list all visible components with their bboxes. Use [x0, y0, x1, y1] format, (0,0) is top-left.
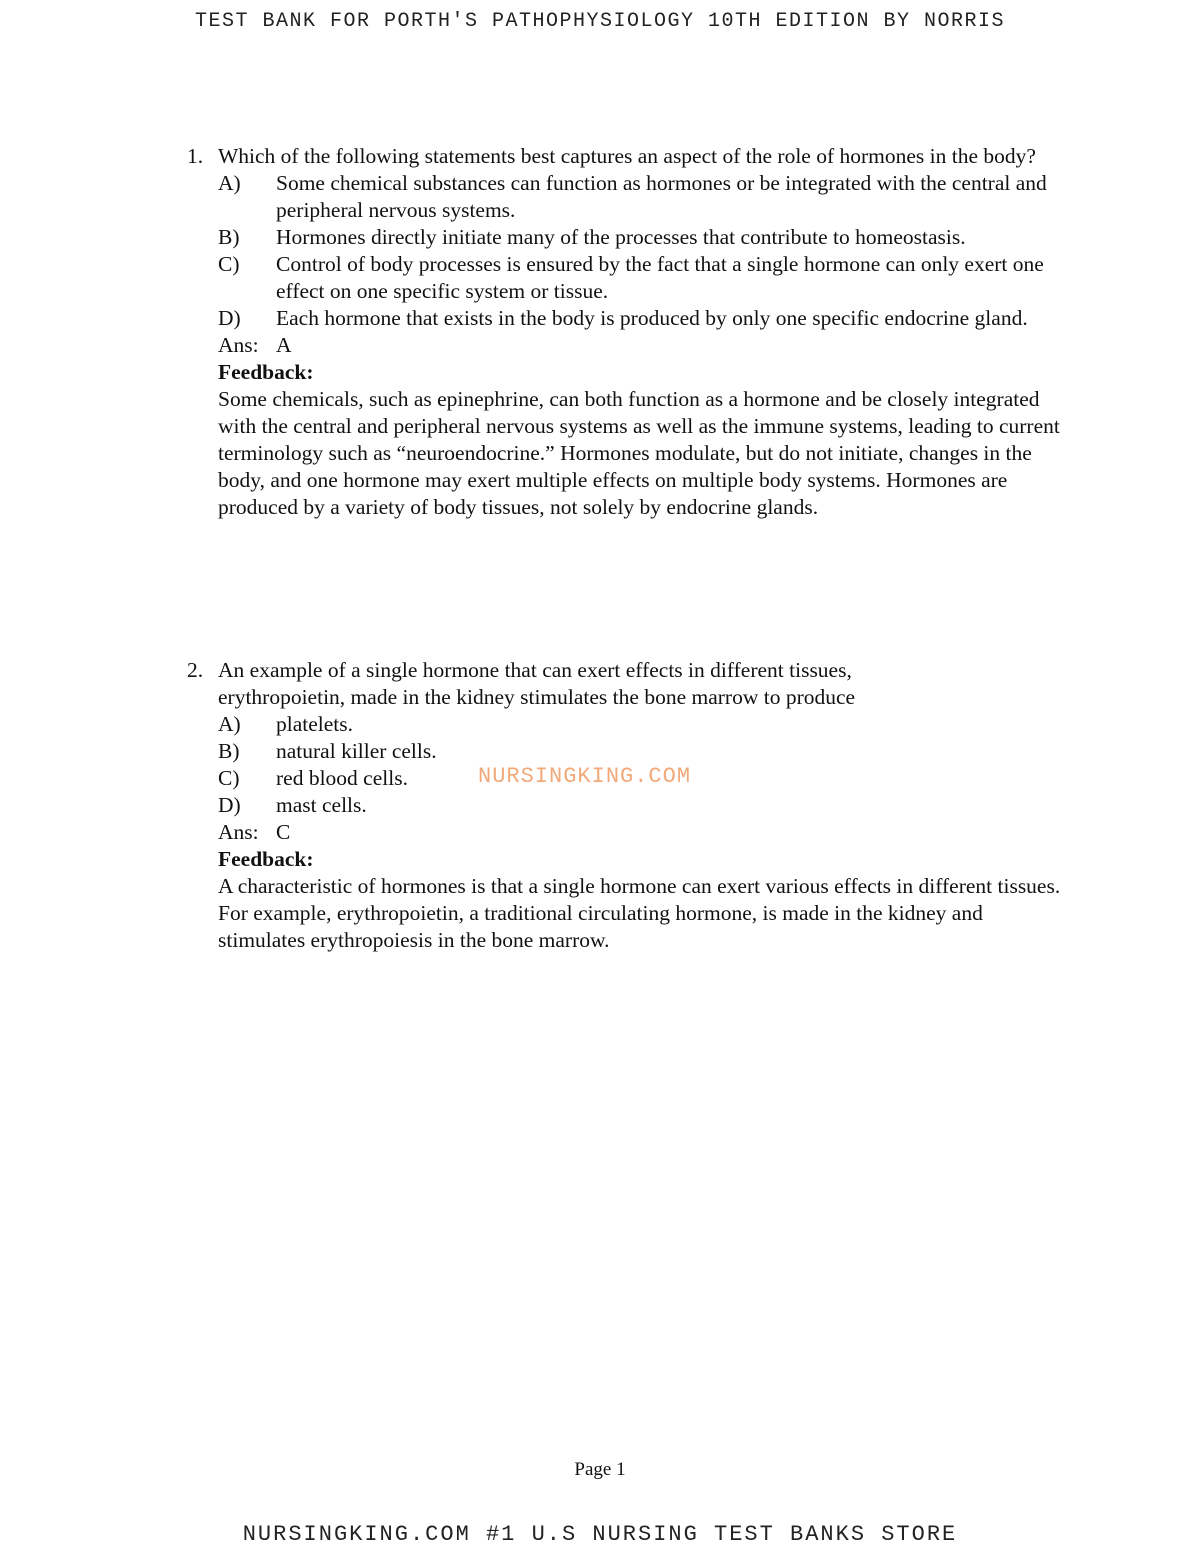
option-text: platelets.: [276, 712, 354, 736]
option-d: [218, 792, 1067, 819]
feedback-text: A characteristic of hormones is that a single hormone can exert various effects in different tissues. For example, erythropoietin, a traditional circulating hormone, is made in the kidney and stimulates erythropoiesis in the bone marrow.: [218, 874, 1061, 952]
watermark: NURSINGKING.COM: [478, 764, 692, 789]
option-text: Some chemical substances can function as hormones or be integrated with the central and peripheral nervous systems.: [276, 171, 1047, 222]
answer-value: C: [276, 820, 291, 844]
option-letter: C): [218, 252, 240, 276]
question-number: 1.: [187, 144, 204, 168]
option-c: [218, 251, 1067, 305]
question-stem: An example of a single hormone that can exert effects in different tissues, erythropoietin, made in the kidney stimulates the bone marrow to produce: [218, 658, 856, 709]
option-letter: B): [218, 225, 240, 249]
option-text: red blood cells.: [276, 766, 408, 790]
option-letter: A): [218, 171, 241, 195]
option-letter: D): [218, 306, 241, 330]
option-letter: A): [218, 712, 241, 736]
option-b: [218, 224, 1067, 251]
answer-value: A: [276, 333, 292, 357]
option-b: [218, 738, 1067, 765]
option-text: mast cells.: [276, 793, 367, 817]
feedback-label: Feedback:: [218, 847, 314, 871]
option-text: Each hormone that exists in the body is produced by only one specific endocrine gland.: [276, 306, 1028, 330]
option-text: Hormones directly initiate many of the processes that contribute to homeostasis.: [276, 225, 966, 249]
answer-label: Ans:: [218, 333, 259, 357]
option-text: natural killer cells.: [276, 739, 437, 763]
question-2: [187, 657, 1067, 954]
option-text: Control of body processes is ensured by the fact that a single hormone can only exert one effect on one specific system or tissue.: [276, 252, 1044, 303]
answer-label: Ans:: [218, 820, 259, 844]
question-1: [187, 143, 1067, 521]
option-d: [218, 305, 1067, 332]
option-letter: D): [218, 793, 241, 817]
page-header: TEST BANK FOR PORTH'S PATHOPHYSIOLOGY 10TH EDITION BY NORRIS: [194, 10, 1006, 33]
page-footer: NURSINGKING.COM #1 U.S NURSING TEST BANKS STORE: [242, 1522, 958, 1547]
question-stem: Which of the following statements best captures an aspect of the role of hormones in the body?: [218, 144, 1036, 168]
page-number: Page 1: [574, 1459, 626, 1480]
feedback-label: Feedback:: [218, 360, 314, 384]
option-a: [218, 170, 1067, 224]
answer-row: [218, 819, 1067, 846]
question-number: 2.: [187, 658, 204, 682]
option-letter: B): [218, 739, 240, 763]
feedback-text: Some chemicals, such as epinephrine, can both function as a hormone and be closely integrated with the central and peripheral nervous systems as well as the immune systems, leading to current terminology such as “neuroendocrine.” Hormones modulate, but do not initiate, changes in the body, and one hormone may exert multiple effects on multiple body systems. Hormones are produced by a variety of body tissues, not solely by endocrine glands.: [218, 387, 1060, 519]
option-letter: C): [218, 766, 240, 790]
option-a: [218, 711, 1067, 738]
answer-row: [218, 332, 1067, 359]
